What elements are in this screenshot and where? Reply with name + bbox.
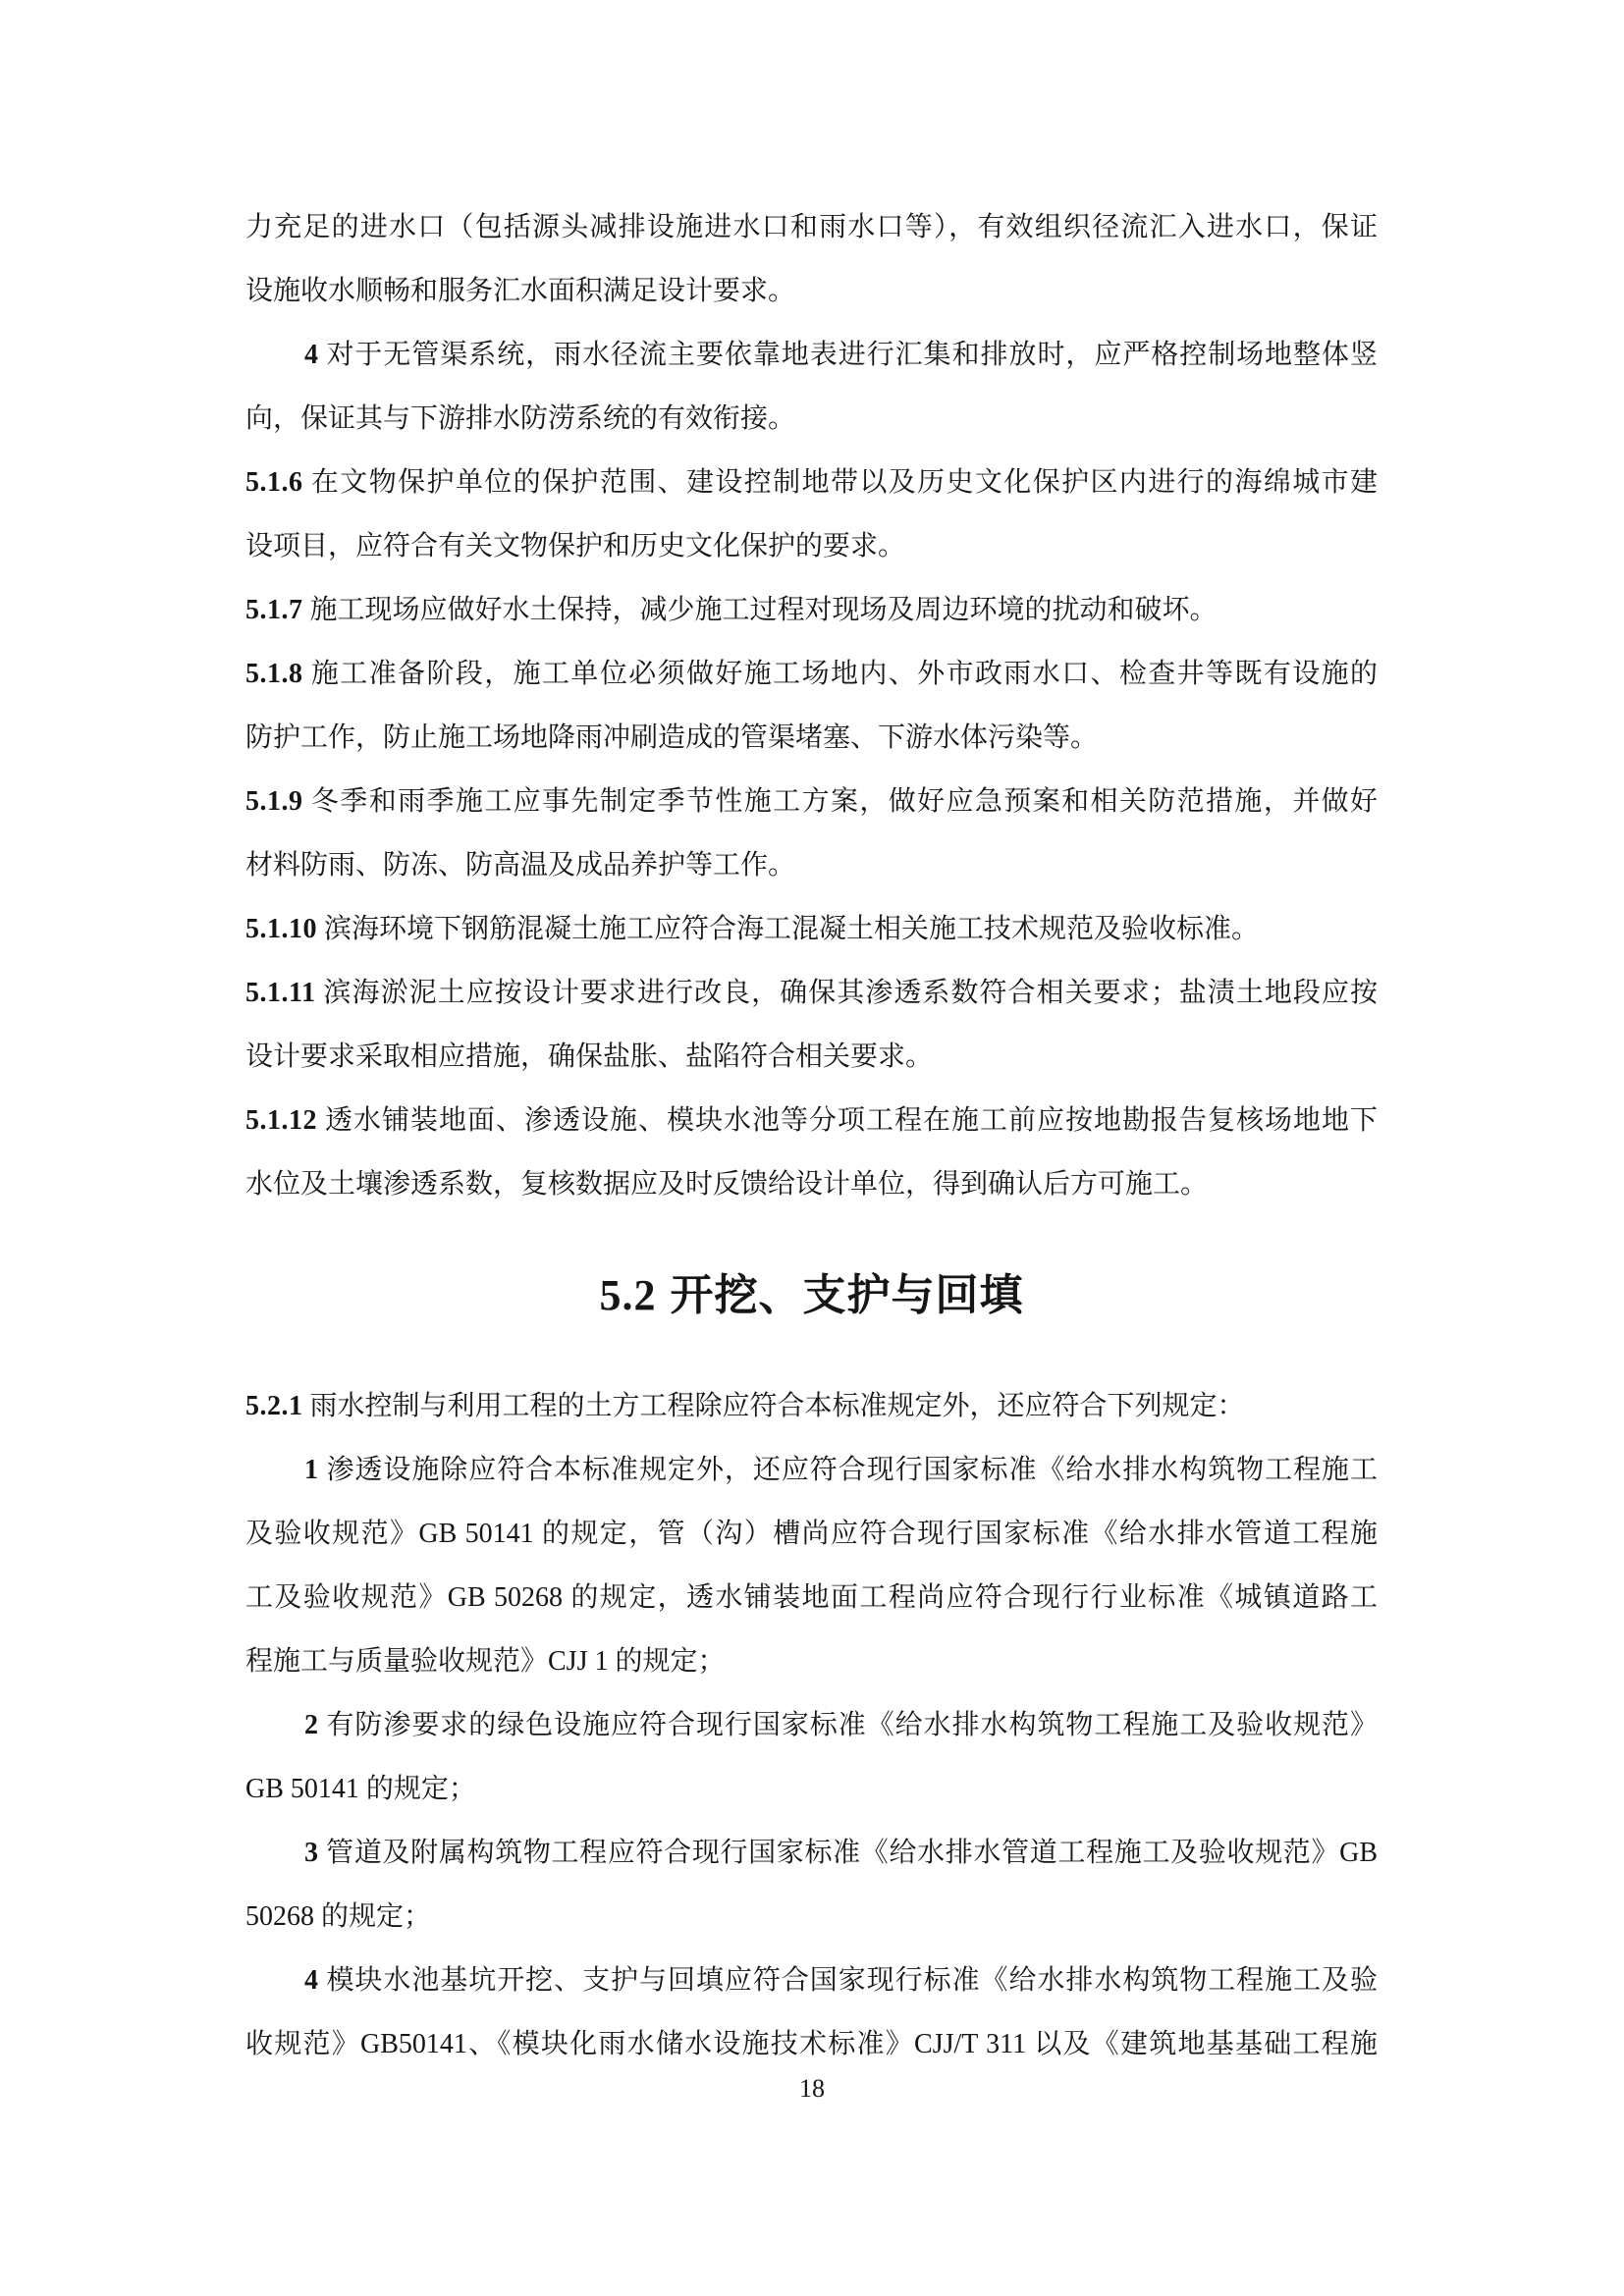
clause-number: 4 xyxy=(304,340,319,370)
text-line-content: 力充足的进水口（包括源头减排设施进水口和雨水口等），有效组织径流汇入进水口，保证 xyxy=(245,212,1378,242)
text-line-content: 滨海环境下钢筋混凝土施工应符合海工混凝土相关施工技术规范及验收标准。 xyxy=(324,914,1260,944)
text-line-content: 50268 的规定； xyxy=(245,1901,432,1932)
text-line xyxy=(245,578,1378,642)
text-line-content: 工及验收规范》GB 50268 的规定，透水铺装地面工程尚应符合现行行业标准《城镇道路工 xyxy=(245,1582,1378,1613)
text-line-content: 施工准备阶段，施工单位必须做好施工场地内、外市政雨水口、检查井等既有设施的 xyxy=(310,659,1379,689)
text-line-content: 雨水控制与利用工程的土方工程除应符合本标准规定外，还应符合下列规定： xyxy=(309,1391,1245,1421)
text-line xyxy=(245,706,1378,770)
text-line xyxy=(245,259,1378,323)
clause-number: 5.1.8 xyxy=(245,659,303,689)
text-line xyxy=(245,514,1378,578)
section-heading-number: 5.2 xyxy=(599,1271,657,1319)
text-line-content: 在文物保护单位的保护范围、建设控制地带以及历史文化保护区内进行的海绵城市建 xyxy=(310,467,1379,498)
text-line-content: 程施工与质量验收规范》CJJ 1 的规定； xyxy=(245,1646,726,1677)
text-line-content: 滨海淤泥土应按设计要求进行改良，确保其渗透系数符合相关要求；盐渍土地段应按 xyxy=(323,978,1378,1008)
text-line-content: 透水铺装地面、渗透设施、模块水池等分项工程在施工前应按地勘报告复核场地地下 xyxy=(325,1105,1378,1136)
text-line-content: 有防渗要求的绿色设施应符合现行国家标准《给水排水构筑物工程施工及验收规范》 xyxy=(326,1710,1378,1740)
text-line xyxy=(245,1152,1378,1216)
text-line xyxy=(245,1693,1378,1757)
text-line-content: 向，保证其与下游排水防涝系统的有效衔接。 xyxy=(245,403,796,434)
text-line-content: 设计要求采取相应措施，确保盐胀、盐陷符合相关要求。 xyxy=(245,1041,934,1072)
text-line-content: 收规范》GB50141、《模块化雨水储水设施技术标准》CJJ/T 311 以及《建筑地基基础工程施 xyxy=(245,2029,1378,2059)
clause-number: 5.1.11 xyxy=(245,978,316,1008)
text-line-content: 水位及土壤渗透系数，复核数据应及时反馈给设计单位，得到确认后方可施工。 xyxy=(245,1169,1209,1200)
clause-number: 5.1.10 xyxy=(245,914,317,944)
body-text xyxy=(245,195,1378,2076)
clause-number: 5.2.1 xyxy=(245,1391,303,1421)
clause-number: 2 xyxy=(304,1710,319,1740)
text-line xyxy=(245,451,1378,514)
text-line xyxy=(245,1502,1378,1566)
text-line xyxy=(245,642,1378,706)
clause-number: 5.1.12 xyxy=(245,1105,317,1136)
text-line-content: 设项目，应符合有关文物保护和历史文化保护的要求。 xyxy=(245,531,906,561)
clause-number: 5.1.6 xyxy=(245,467,303,498)
section-heading xyxy=(245,1216,1378,1374)
text-line xyxy=(245,195,1378,259)
text-line xyxy=(245,387,1378,451)
text-line xyxy=(245,1374,1378,1438)
text-line xyxy=(245,1566,1378,1629)
text-line xyxy=(245,833,1378,897)
text-line xyxy=(245,1885,1378,1949)
text-line xyxy=(245,1629,1378,1693)
text-line xyxy=(245,1949,1378,2012)
clause-number: 1 xyxy=(304,1455,319,1485)
text-line-content: 施工现场应做好水土保持，减少施工过程对现场及周边环境的扰动和破坏。 xyxy=(309,595,1218,625)
text-line xyxy=(245,1757,1378,1821)
clause-number: 5.1.7 xyxy=(245,595,303,625)
text-line-content: 冬季和雨季施工应事先制定季节性施工方案，做好应急预案和相关防范措施，并做好 xyxy=(310,786,1379,817)
text-line xyxy=(245,1089,1378,1152)
text-line-content: 管道及附属构筑物工程应符合现行国家标准《给水排水管道工程施工及验收规范》GB xyxy=(326,1838,1379,1868)
text-line xyxy=(245,1821,1378,1885)
page-number: 18 xyxy=(799,2074,825,2103)
text-line-content: 设施收水顺畅和服务汇水面积满足设计要求。 xyxy=(245,276,796,306)
text-line-content: 及验收规范》GB 50141 的规定，管（沟）槽尚应符合现行国家标准《给水排水管道工程施 xyxy=(245,1519,1378,1549)
text-line-content: GB 50141 的规定； xyxy=(245,1774,476,1804)
clause-number: 5.1.9 xyxy=(245,786,303,817)
text-line-content: 渗透设施除应符合本标准规定外，还应符合现行国家标准《给水排水构筑物工程施工 xyxy=(326,1455,1378,1485)
text-line xyxy=(245,961,1378,1025)
text-line-content: 防护工作，防止施工场地降雨冲刷造成的管渠堵塞、下游水体污染等。 xyxy=(245,722,1099,753)
text-line xyxy=(245,323,1378,387)
section-heading-title: 开挖、支护与回填 xyxy=(670,1271,1024,1319)
text-line-content: 模块水池基坑开挖、支护与回填应符合国家现行标准《给水排水构筑物工程施工及验 xyxy=(326,1965,1378,1996)
text-line-content: 对于无管渠系统，雨水径流主要依靠地表进行汇集和排放时，应严格控制场地整体竖 xyxy=(326,340,1378,370)
text-line xyxy=(245,1438,1378,1502)
clause-number: 3 xyxy=(304,1838,319,1868)
text-line xyxy=(245,770,1378,833)
text-line xyxy=(245,1025,1378,1089)
clause-number: 4 xyxy=(304,1965,319,1996)
text-line xyxy=(245,897,1378,961)
text-line-content: 材料防雨、防冻、防高温及成品养护等工作。 xyxy=(245,850,796,881)
